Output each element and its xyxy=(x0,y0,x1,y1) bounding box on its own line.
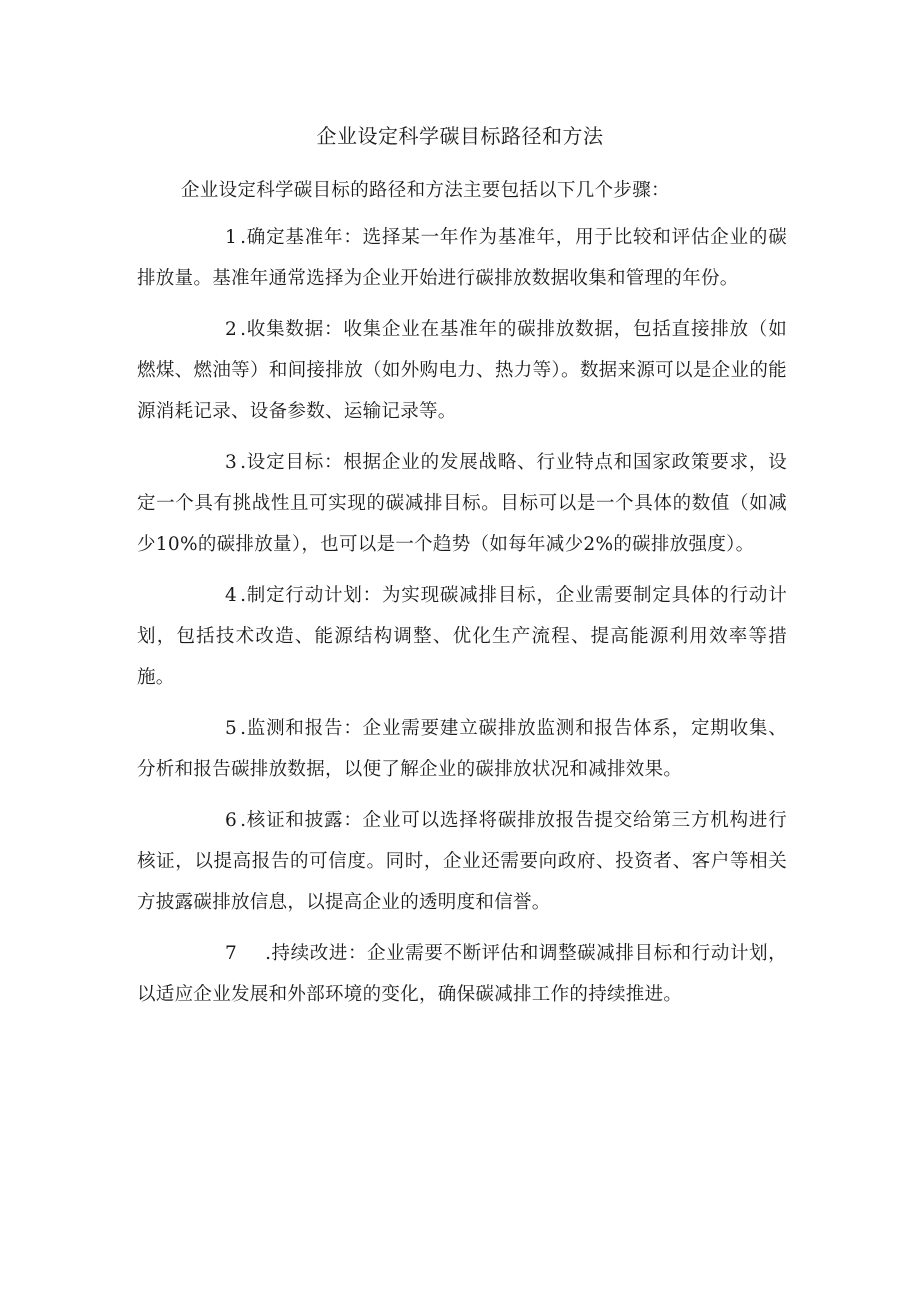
step-number: 3 xyxy=(225,452,238,473)
step-text: .设定目标：根据企业的发展战略、行业特点和国家政策要求，设定一个具有挑战性且可实现的碳减排目标。目标可以是一个具体的数值（如减少10%的碳排放量），也可以是一个趋势（如每年减少2%的碳排放强度）。 xyxy=(137,452,787,555)
step-paragraph-7 xyxy=(137,933,787,1015)
step-text: .收集数据：收集企业在基准年的碳排放数据，包括直接排放（如燃煤、燃油等）和间接排放（如外购电力、热力等）。数据来源可以是企业的能源消耗记录、设备参数、运输记录等。 xyxy=(137,319,787,422)
step-text: .确定基准年：选择某一年作为基准年，用于比较和评估企业的碳排放量。基准年通常选择为企业开始进行碳排放数据收集和管理的年份。 xyxy=(137,227,787,289)
step-text: .核证和披露：企业可以选择将碳排放报告提交给第三方机构进行核证，以提高报告的可信度。同时，企业还需要向政府、投资者、客户等相关方披露碳排放信息，以提高企业的透明度和信誉。 xyxy=(137,810,787,913)
step-number: 1 xyxy=(225,227,238,248)
step-paragraph-1 xyxy=(137,217,787,299)
step-paragraph-5 xyxy=(137,708,787,790)
step-number: 6 xyxy=(225,810,238,831)
step-number: 2 xyxy=(225,319,238,340)
step-paragraph-3 xyxy=(137,442,787,565)
document-title: 企业设定科学碳目标路径和方法 xyxy=(316,124,604,148)
step-number: 5 xyxy=(225,718,238,739)
intro-paragraph: 企业设定科学碳目标的路径和方法主要包括以下几个步骤： xyxy=(181,180,670,201)
step-number: 4 xyxy=(225,585,238,606)
document-body xyxy=(137,170,787,1025)
step-text: .制定行动计划：为实现碳减排目标，企业需要制定具体的行动计划，包括技术改造、能源结构调整、优化生产流程、提高能源利用效率等措施。 xyxy=(137,585,787,688)
step-paragraph-6 xyxy=(137,800,787,923)
step-text: .监测和报告：企业需要建立碳排放监测和报告体系，定期收集、分析和报告碳排放数据，以便了解企业的碳排放状况和减排效果。 xyxy=(137,718,787,780)
step-number: 7 xyxy=(225,943,238,964)
step-paragraph-2 xyxy=(137,309,787,432)
step-text: .持续改进：企业需要不断评估和调整碳减排目标和行动计划，以适应企业发展和外部环境的变化，确保碳减排工作的持续推进。 xyxy=(137,943,787,1005)
step-paragraph-4 xyxy=(137,575,787,698)
